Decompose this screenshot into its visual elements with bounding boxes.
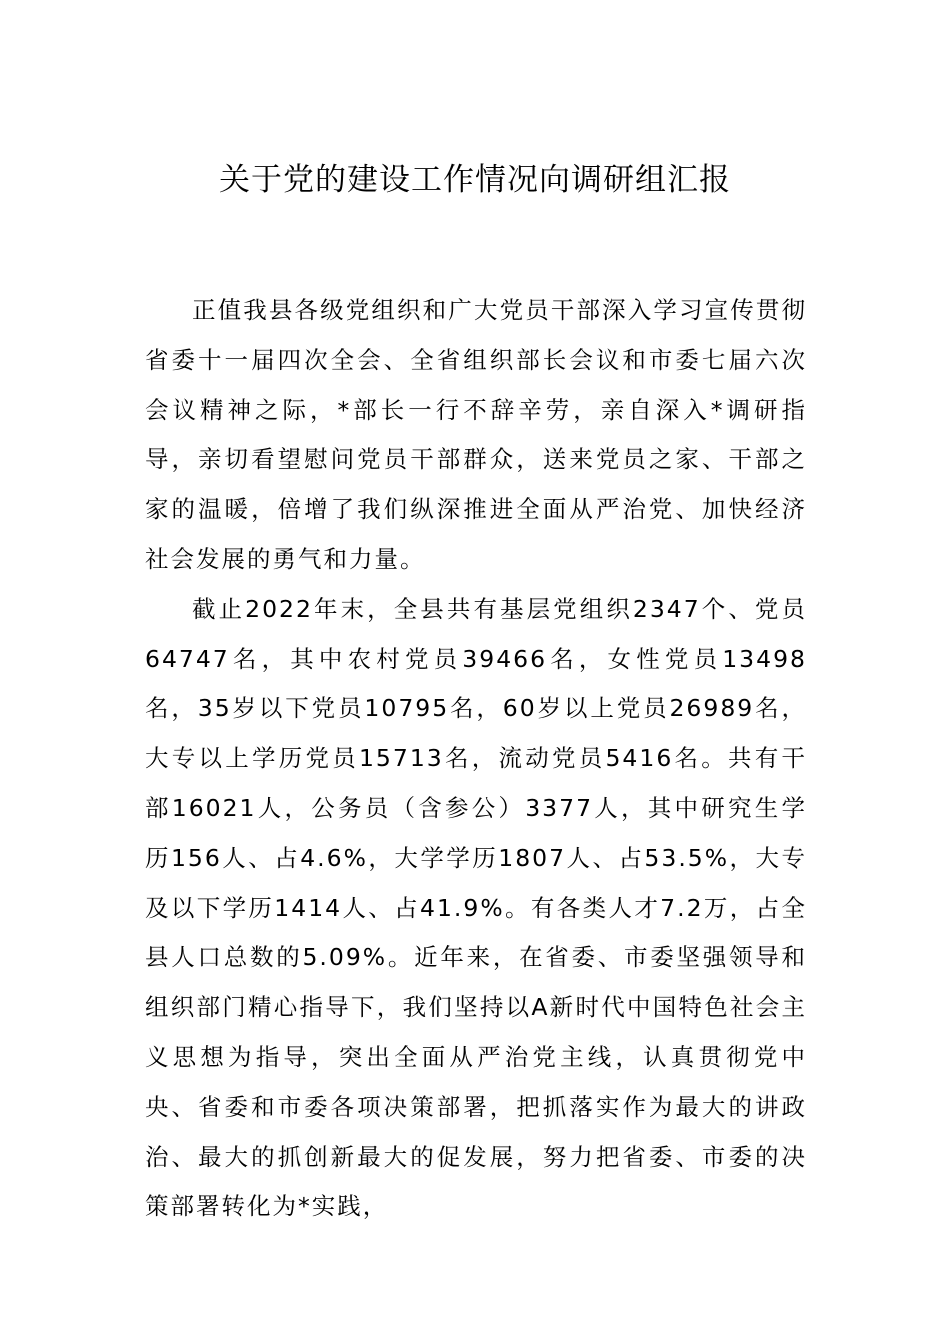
document-body	[145, 286, 807, 1232]
paragraph-intro: 正值我县各级党组织和广大党员干部深入学习宣传贯彻省委十一届四次全会、全省组织部长会议和市委七届六次会议精神之际，*部长一行不辞辛劳，亲自深入*调研指导，亲切看望慰问党员干部群众，送来党员之家、干部之家的温暖，倍增了我们纵深推进全面从严治党、加快经济社会发展的勇气和力量。	[145, 296, 807, 573]
paragraph-statistics: 截止2022年末，全县共有基层党组织2347个、党员64747名，其中农村党员39466名，女性党员13498名，35岁以下党员10795名，60岁以上党员26989名，大专以上学历党员15713名，流动党员5416名。共有干部16021人，公务员（含参公）3377人，其中研究生学历156人、占4.6%，大学学历1807人、占53.5%，大专及以下学历1414人、占41.9%。有各类人才7.2万，占全县人口总数的5.09%。近年来，在省委、市委坚强领导和组织部门精心指导下，我们坚持以A新时代中国特色社会主义思想为指导，突出全面从严治党主线，认真贯彻党中央、省委和市委各项决策部署，把抓落实作为最大的讲政治、最大的抓创新最大的促发展，努力把省委、市委的决策部署转化为*实践，	[145, 594, 808, 1221]
document-title: 关于党的建设工作情况向调研组汇报	[219, 162, 731, 198]
